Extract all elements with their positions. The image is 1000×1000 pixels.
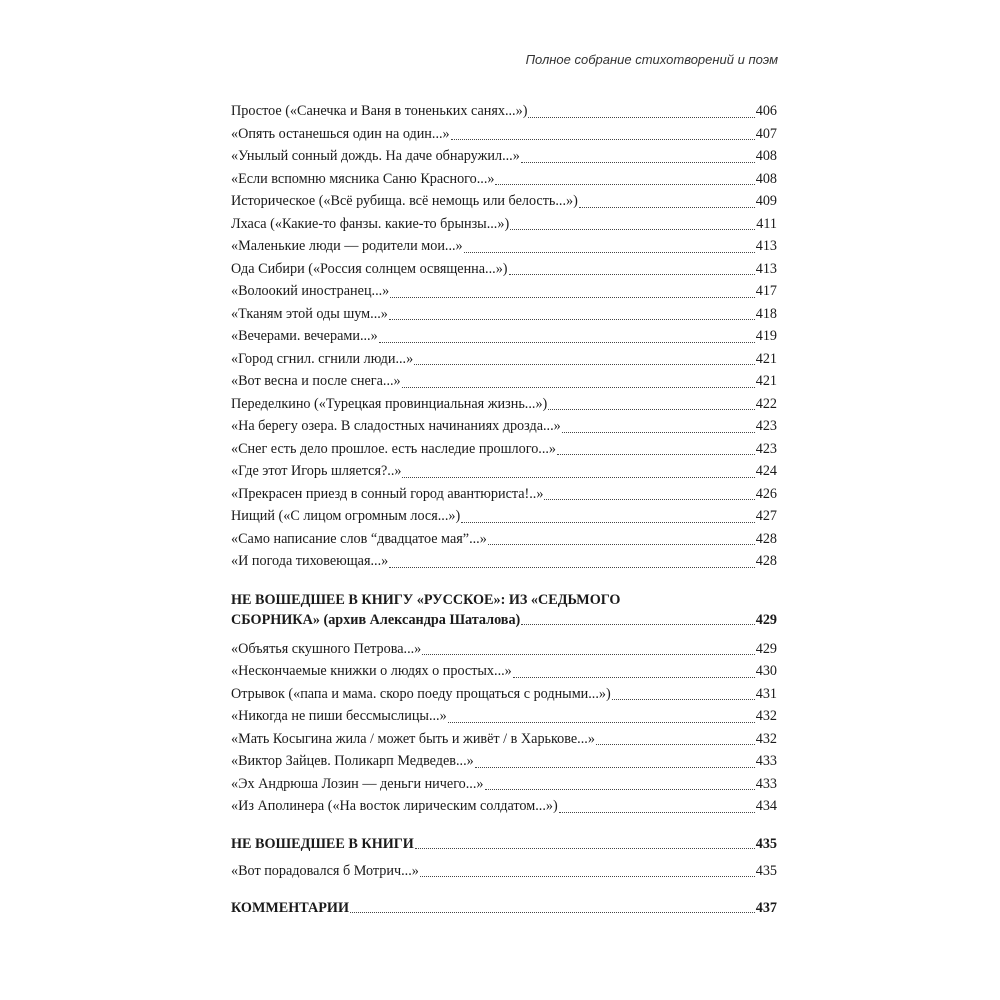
page-number: 417 — [755, 283, 777, 299]
toc-entry-title: «Само написание слов “двадцатое мая”...» — [231, 530, 487, 547]
toc-section-heading — [231, 590, 777, 630]
toc-entry-title: Переделкино («Турецкая провинциальная жизнь...») — [231, 395, 548, 412]
page-number: 432 — [755, 708, 777, 724]
toc-entry-title: «Волоокий иностранец...» — [231, 283, 390, 299]
page-number: 430 — [755, 663, 777, 679]
toc-entry-title: «Если вспомню мясника Саню Красного...» — [231, 170, 495, 187]
toc-entry-title: «Тканям этой оды шум...» — [231, 305, 388, 322]
page-number: 429 — [755, 611, 777, 628]
page-number: 435 — [755, 835, 777, 852]
dot-leader — [389, 567, 755, 568]
dot-leader — [488, 544, 755, 545]
toc-entry-title: «Прекрасен приезд в сонный город авантюриста!..» — [231, 485, 544, 502]
toc-entry — [231, 325, 777, 348]
toc-entry — [231, 258, 777, 281]
toc-entry-title: Ода Сибири («Россия солнцем освященна...») — [231, 260, 508, 277]
toc-entry — [231, 483, 777, 506]
dot-leader — [389, 319, 755, 320]
dot-leader — [350, 912, 755, 913]
page-number: 437 — [755, 900, 777, 916]
toc-entry — [231, 100, 777, 123]
toc-entry — [231, 773, 777, 796]
dot-leader — [528, 117, 754, 118]
toc-group-2 — [231, 638, 777, 818]
page-number: 433 — [755, 775, 777, 792]
page-number: 407 — [755, 125, 777, 142]
toc-entry-title: «Снег есть дело прошлое. есть наследие прошлого...» — [231, 440, 557, 457]
page-number: 432 — [755, 730, 777, 747]
dot-leader — [596, 744, 755, 745]
toc-entry — [231, 505, 777, 528]
toc-entry — [231, 460, 777, 483]
toc-entry — [231, 750, 777, 773]
page-number: 422 — [755, 395, 777, 412]
page-number: 428 — [755, 530, 777, 547]
dot-leader — [379, 342, 755, 343]
dot-leader — [612, 699, 755, 700]
page-number: 434 — [755, 798, 777, 814]
page-number: 408 — [755, 148, 777, 164]
toc-entry-title: «Виктор Зайцев. Поликарп Медведев...» — [231, 753, 474, 769]
page-number: 435 — [755, 862, 777, 879]
toc-entry-title: «Город сгнил. сгнили люди...» — [231, 350, 414, 367]
page-number: 427 — [755, 508, 777, 524]
dot-leader — [402, 387, 755, 388]
dot-leader — [579, 207, 755, 208]
toc-entry — [231, 303, 777, 326]
toc-entry-title: «Эх Андрюша Лозин — деньги ничего...» — [231, 775, 484, 792]
dot-leader — [402, 477, 754, 478]
toc-entry-title: «Вечерами. вечерами...» — [231, 328, 378, 344]
page-number: 409 — [755, 193, 777, 209]
dot-leader — [562, 432, 755, 433]
toc-entry-title: «Никогда не пиши бессмыслицы...» — [231, 708, 447, 724]
toc-entry-title: «Объятья скушного Петрова...» — [231, 640, 422, 657]
page-number: 428 — [755, 553, 777, 569]
page-number: 426 — [755, 485, 777, 502]
toc-entry-title: «На берегу озера. В сладостных начинаниях дрозда...» — [231, 418, 561, 434]
section-heading-line-2: СБОРНИКА» (архив Александра Шаталова) — [231, 611, 521, 628]
toc-entry — [231, 393, 777, 416]
dot-leader — [420, 876, 755, 877]
toc-entry — [231, 370, 777, 393]
running-header: Полное собрание стихотворений и поэм — [525, 52, 778, 67]
toc-entry — [231, 145, 777, 168]
dot-leader — [448, 722, 755, 723]
toc-entry-title: «Вот весна и после снега...» — [231, 373, 401, 389]
page-number: 433 — [755, 753, 777, 769]
page-number: 423 — [755, 418, 777, 434]
toc-entry-title: «Вот порадовался б Мотрич...» — [231, 862, 419, 879]
dot-leader — [510, 229, 755, 230]
toc-section-heading — [231, 898, 777, 918]
toc-entry — [231, 190, 777, 213]
dot-leader — [461, 522, 755, 523]
toc-entry — [231, 550, 777, 573]
toc-section-heading — [231, 834, 777, 854]
toc-entry-title: Отрывок («папа и мама. скоро поеду прощаться с родными...») — [231, 685, 611, 702]
page-number: 413 — [755, 260, 777, 277]
dot-leader — [495, 184, 754, 185]
page-number: 413 — [755, 238, 777, 254]
toc-entry — [231, 660, 777, 683]
dot-leader — [485, 789, 755, 790]
dot-leader — [557, 454, 755, 455]
toc-entry-title: «Маленькие люди — родители мои...» — [231, 238, 463, 254]
page-number: 411 — [756, 215, 777, 232]
dot-leader — [390, 297, 754, 298]
section-heading-title: НЕ ВОШЕДШЕЕ В КНИГИ — [231, 835, 414, 852]
toc-entry-title: «Где этот Игорь шляется?..» — [231, 463, 402, 479]
toc-entry-title: «Мать Косыгина жила / может быть и живёт / в Харькове...» — [231, 730, 595, 747]
page-number: 431 — [755, 685, 777, 702]
toc-entry — [231, 348, 777, 371]
toc-entry — [231, 683, 777, 706]
dot-leader — [521, 162, 755, 163]
dot-leader — [475, 767, 755, 768]
page-number: 418 — [755, 305, 777, 322]
toc-entry-title: «Нескончаемые книжки о людях о простых...» — [231, 663, 512, 679]
toc-entry-title: Историческое («Всё рубища. всё немощь или белость...») — [231, 193, 578, 209]
section-heading-title: КОММЕНТАРИИ — [231, 900, 349, 916]
toc-entry-title: «Опять останешься один на один...» — [231, 125, 450, 142]
page-number: 406 — [755, 103, 777, 119]
toc-entry — [231, 168, 777, 191]
dot-leader — [464, 252, 755, 253]
dot-leader — [559, 812, 755, 813]
page-number: 419 — [755, 328, 777, 344]
toc-entry — [231, 213, 777, 236]
dot-leader — [513, 677, 755, 678]
page-number: 421 — [755, 350, 777, 367]
section-heading-entry — [231, 834, 777, 854]
toc-entry-title: Простое («Санечка и Ваня в тоненьких санях...») — [231, 103, 528, 119]
dot-leader — [415, 848, 755, 849]
section-heading-entry — [231, 898, 777, 918]
toc-group-1 — [231, 100, 777, 573]
section-heading-subtitle: (архив Александра Шаталова) — [323, 611, 521, 628]
section-heading-entry — [231, 610, 777, 630]
toc-entry — [231, 795, 777, 818]
toc-entry-title: «Унылый сонный дождь. На даче обнаружил...» — [231, 148, 520, 164]
dot-leader — [509, 274, 755, 275]
toc-entry — [231, 280, 777, 303]
dot-leader — [521, 624, 754, 625]
toc-entry-title: «И погода тиховеющая...» — [231, 553, 389, 569]
toc-entry — [231, 438, 777, 461]
toc-entry — [231, 528, 777, 551]
dot-leader — [451, 139, 755, 140]
table-of-contents — [231, 100, 777, 918]
toc-entry — [231, 235, 777, 258]
page-number: 424 — [755, 463, 777, 479]
toc-entry-title: «Из Аполинера («На восток лирическим солдатом...») — [231, 798, 558, 814]
dot-leader — [422, 654, 754, 655]
page-number: 423 — [755, 440, 777, 457]
dot-leader — [414, 364, 755, 365]
toc-entry — [231, 860, 777, 883]
toc-entry — [231, 705, 777, 728]
page-number: 408 — [755, 170, 777, 187]
toc-entry — [231, 123, 777, 146]
section-heading-line-1: НЕ ВОШЕДШЕЕ В КНИГУ «РУССКОЕ»: ИЗ «СЕДЬМОГО — [231, 591, 621, 608]
page-number: 421 — [755, 373, 777, 389]
toc-entry — [231, 728, 777, 751]
toc-entry — [231, 638, 777, 661]
page-number: 429 — [755, 640, 777, 657]
toc-entry — [231, 415, 777, 438]
dot-leader — [544, 499, 754, 500]
toc-entry-title: Лхаса («Какие-то фанзы. какие-то брынзы...») — [231, 215, 510, 232]
toc-entry-title: Нищий («С лицом огромным лося...») — [231, 508, 461, 524]
toc-group-3 — [231, 860, 777, 883]
dot-leader — [548, 409, 754, 410]
